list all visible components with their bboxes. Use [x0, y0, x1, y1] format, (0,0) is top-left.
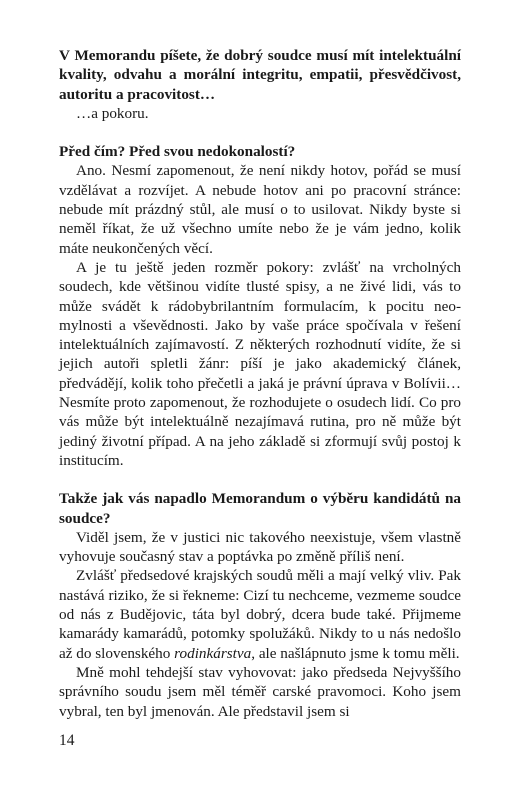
answer-paragraph: Zvlášť předsedové krajských soudů měli a mají velký vliv. Pak nastává riziko, že si řekneme: Cizí tu nechceme, vezmeme soudce od nás z Budějovic, táta byl dobrý, dcera bude také. Přijmeme kamarády kamarádů, potomky spolužáků. Nikdy to u nás nedošlo až do slovenského rodinkárstva, ale našlápnuto jsme k tomu měli. [59, 567, 461, 662]
answer-paragraph: Mně mohl tehdejší stav vyhovovat: jako předseda Nejvyššího správního soudu jsem měl téměř carské pravomoci. Koho jsem vybral, ten byl jmenován. Ale představil jsem si [59, 663, 461, 720]
italic-emphasis: rodinkárstva [174, 644, 252, 662]
book-page-text [59, 46, 461, 721]
answer-paragraph: …a pokoru. [76, 104, 149, 122]
question-memorandum-qualities: V Memorandu píšete, že dobrý soudce musí mít intelektuální kvality, odvahu a morální integritu, empatii, přesvědčivost, autoritu a pracovitost… [59, 47, 461, 103]
section-spacer [59, 470, 461, 489]
page-number: 14 [59, 732, 75, 749]
question-memorandum-idea: Takže jak vás napadlo Memorandum o výběru kandidátů na soudce? [59, 490, 461, 527]
section-spacer [59, 123, 461, 142]
answer-paragraph: Ano. Nesmí zapomenout, že není nikdy hotov, pořád se musí vzdělávat a rozvíjet. A nebude hotov ani po pracovní stránce: nebude mít prázdný stůl, ale musí o to usilovat. Nikdy byste si neměl říkat, že už všechno umíte nebo že je vám jedno, kolik máte neukončených věcí. [59, 162, 461, 257]
answer-paragraph: Viděl jsem, že v justici nic takového neexistuje, všem vlastně vyhovuje současný stav a poptávka po změně příliš není. [59, 528, 461, 566]
interview-section-2 [59, 142, 461, 470]
interview-section-1 [59, 46, 461, 123]
interview-section-3 [59, 489, 461, 721]
question-before-what: Před čím? Před svou nedokonalostí? [59, 143, 296, 161]
answer-paragraph: A je tu ještě jeden rozměr pokory: zvlášť na vrcholných soudech, kde většinou vidíte tlusté spisy, a ne živé lidi, vás to může svádět k rádobybrilantním formulacím, k pocitu neomylnosti a vševědnosti. Jako by vaše práce spočívala v řešení intelektuálních zajímavostí. Z některých rozhodnutí vidíte, že si jejich autoři spletli žánr: píší je jako akademický článek, předvádějí, kolik toho přečetli a jaká je právní úprava v Bolívii… Nesmíte proto zapomenout, že rozhodujete o osudech lidí. Co pro vás může být intelektuálně nezajímavá rutina, pro ně může být jediný životní případ. A na jeho základě si zformují svůj postoj k institucím. [59, 258, 461, 469]
